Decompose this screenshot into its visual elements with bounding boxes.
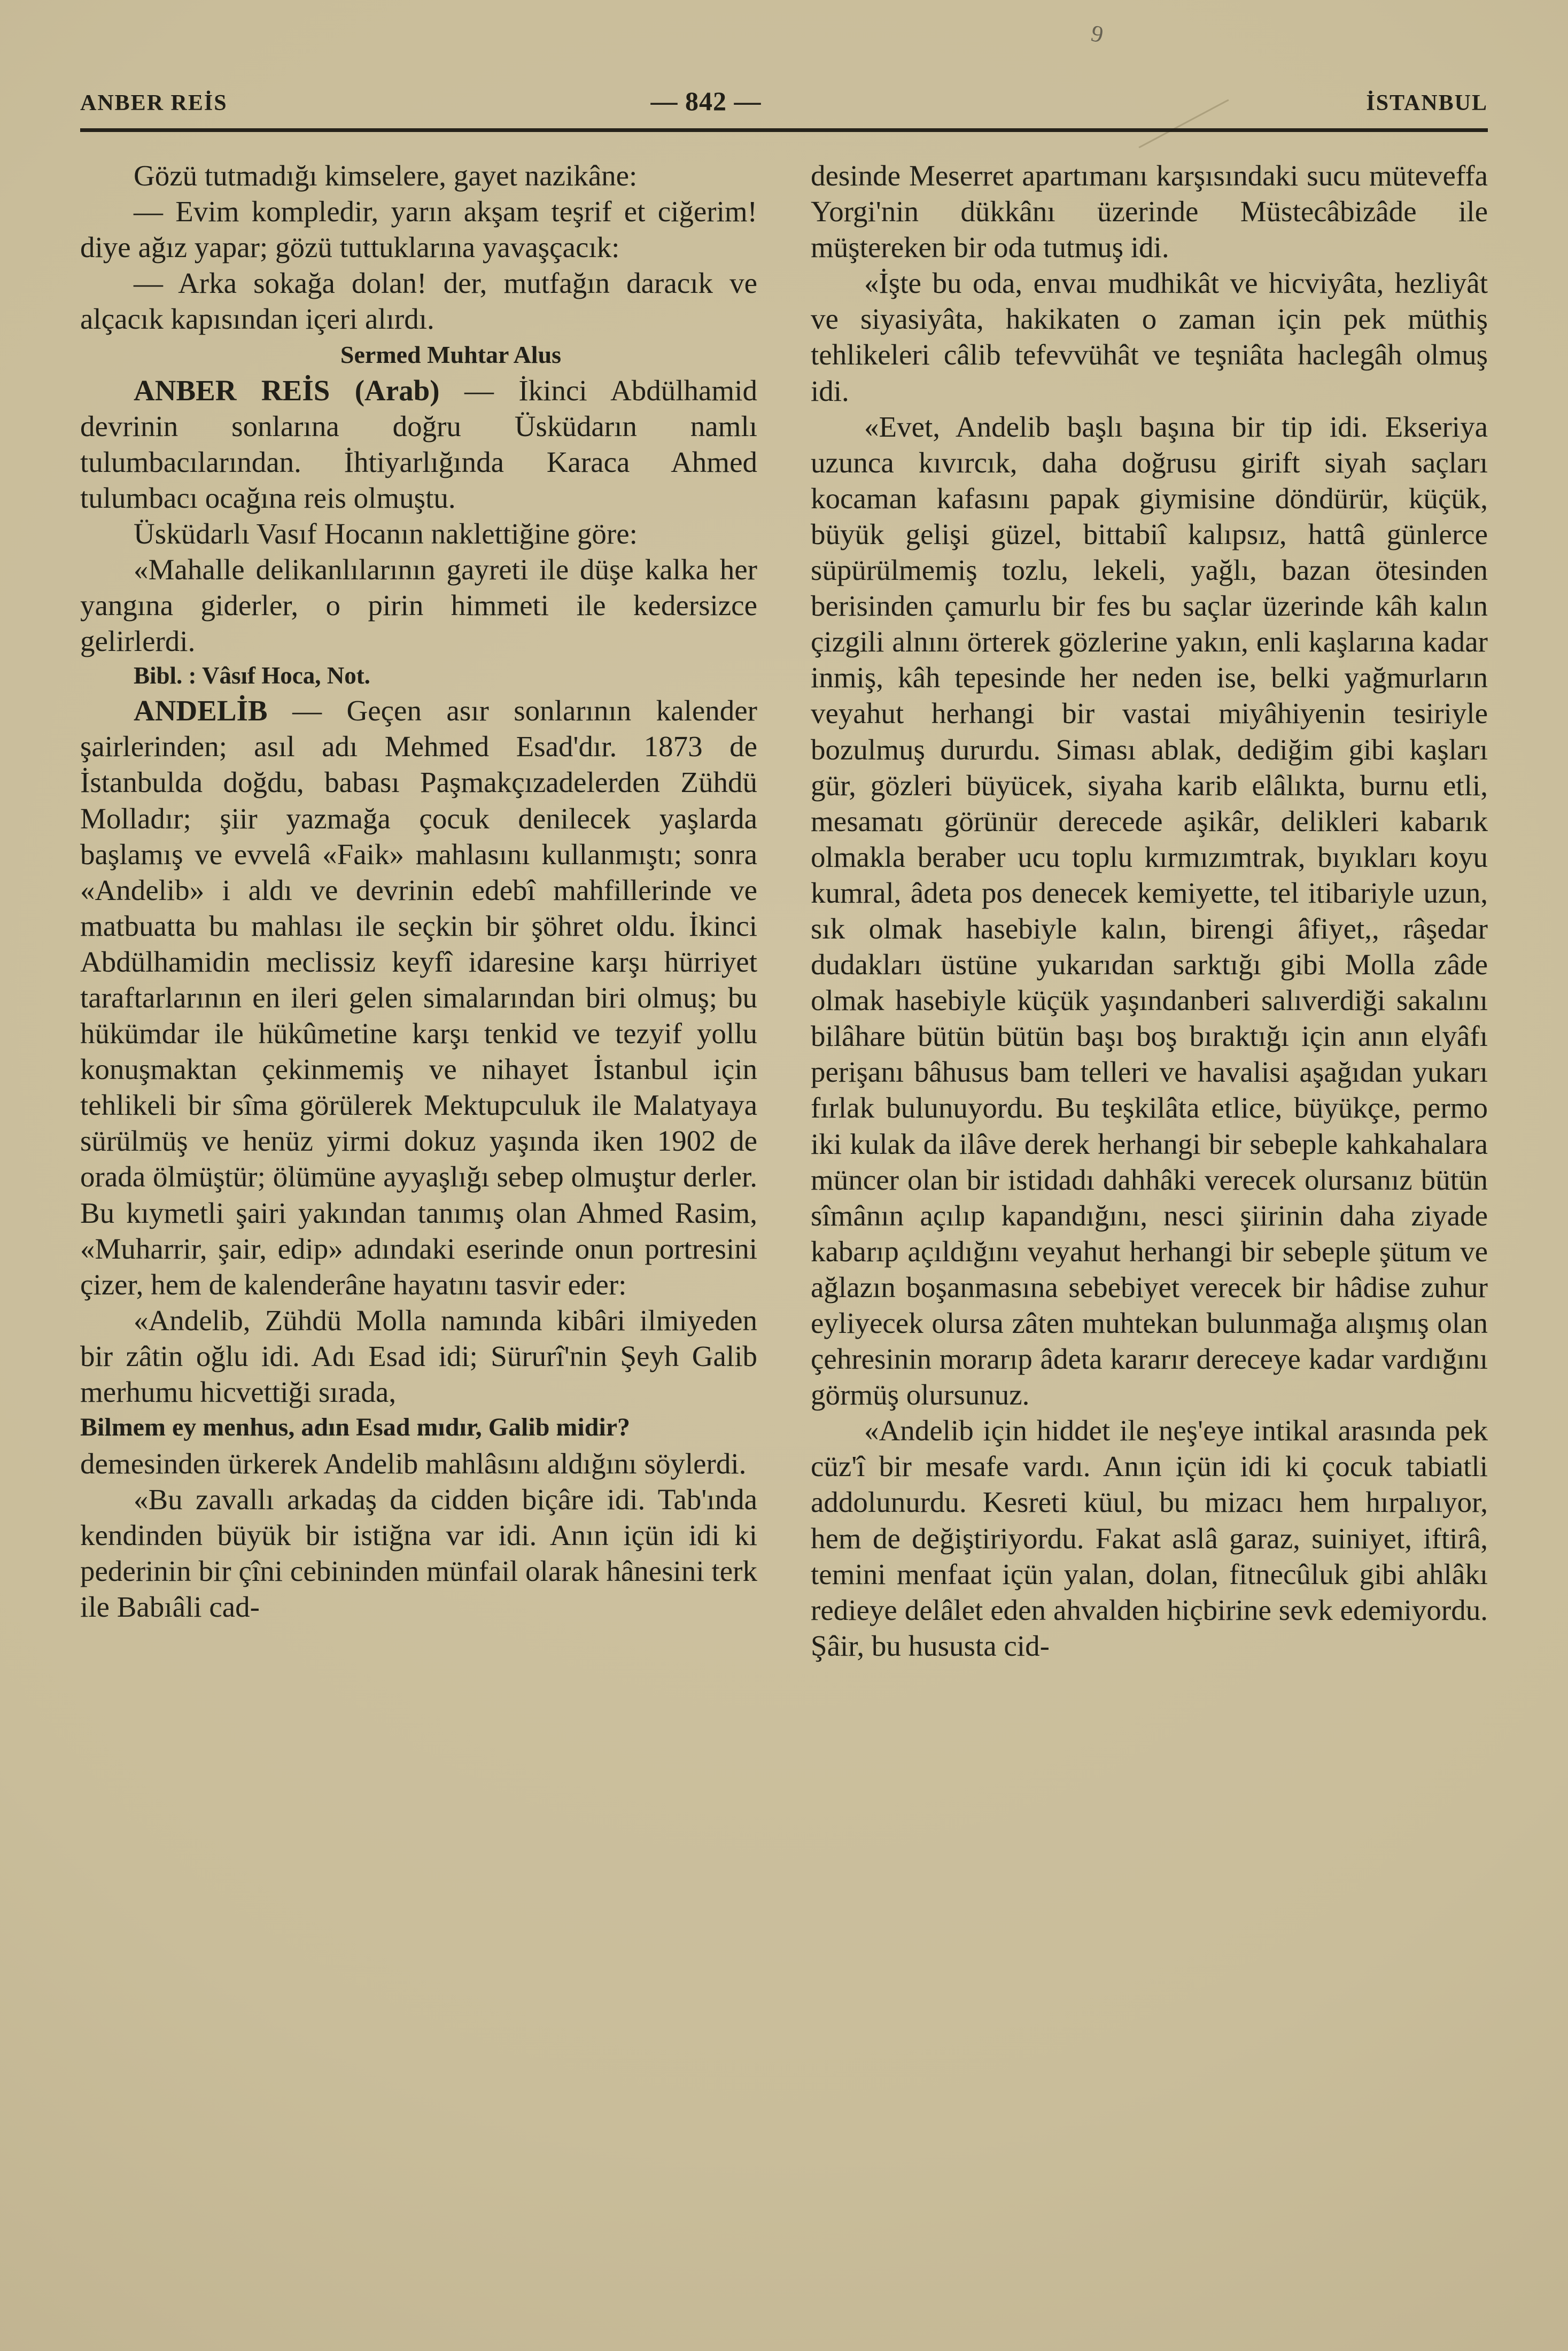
paragraph: «Bu zavallı arkadaş da cidden biçâre idi. Tab'ında kendinden büyük bir istiğna var idi. Anın içün idi ki pederinin bir çîni cebininden münfail olarak hânesini terk ile Babıâli cad- bbox=[80, 1483, 757, 1624]
paragraph: «Andelib için hiddet ile neş'eye intikal arasında pek cüz'î bir mesafe vardı. Anın içün idi ki çocuk tabiatli addolunurdu. Kesreti küul, bu mizacı hem hırpalıyor, hem de değiştiriyordu. Fakat aslâ garaz, suiniyet, iftirâ, temini menfaat içün yalan, dolan, fitnecûluk gibi ahlâkı redieye delâlet eden ahvalden hiçbirine sevk edemiyordu. Şâir, bu hususta cid- bbox=[811, 1414, 1488, 1662]
entry-headword: ANDELİB bbox=[134, 694, 268, 727]
paragraph: Sermed Muhtar Alus bbox=[340, 341, 562, 369]
paragraph: «Mahalle delikanlılarının gayreti ile düşe kalka her yangına giderler, o pirin himmeti ile kedersizce gelirlerdi. bbox=[80, 553, 757, 658]
page-number: — 842 — bbox=[650, 86, 762, 116]
paragraph: — Arka sokağa dolan! der, mutfağın daracık ve alçacık kapısından içeri alırdı. bbox=[80, 267, 757, 336]
paragraph: Bilmem ey menhus, adın Esad mıdır, Galib midir? bbox=[80, 1413, 631, 1442]
paragraph: «Andelib, Zühdü Molla namında kibâri ilmiyeden bir zâtin oğlu idi. Adı Esad idi; Sürurî'nin Şeyh Galib merhumu hicvettiği sırada, bbox=[80, 1303, 757, 1408]
page-header bbox=[80, 86, 1488, 117]
paragraph: «Evet, Andelib başlı başına bir tip idi. Ekseriya uzunca kıvırcık, daha doğrusu girift siyah saçları kocaman kafasını papak giymisine döndürür, küçük, büyük gelişi güzel, bittabiî kalıpsız, hattâ günlerce süpürülmemiş tozlu, lekeli, yağlı, bazan ötesinden berisinden çamurlu bir fes bu saçlar üzerinde kâh kalın çizgili alnını örterek gözlerine yakın, enli kaşlarına kadar inmiş, kâh tepesinde her neden ise, belki yağmurların veyahut herhangi bir vastai miyâhiyenin tesiriyle bozulmuş dururdu. Siması ablak, dediğim gibi kaşları gür, gözleri büyücek, siyaha karib elâlıkta, burnu etli, mesamatı görünür derecede aşikâr, delikleri kabarık olmakla beraber ucu toplu kırmızımtrak, bıyıkları koyu kumral, âdeta pos denecek kemiyette, tel itibariyle uzun, sık olmak hasebiyle kalın, birengi âfiyet,, râşedar dudakları üstüne yukarıdan sarktığı gibi Molla zâde olmak hasebiyle küçük yaşındanberi salıverdiği sakalını bilâhare bütün bütün başı boş bıraktığı için anın elyâfı perişanı bâhusus bam telleri ve havalisi aşağıdan yukarı fırlak bulunuyordu. Bu teşkilâta etlice, büyükçe, permo iki kulak da ilâve derek herhangi bir sebeple kahkahalara müncer olan bir istidadı dahhâki verecek olursanız bütün sîmânın açılıp kapandığını, nesci şiirinin daha ziyade kabarıp açıldığını veyahut herhangi bir sebeple şütum ve ağlazın boşanmasına sebebiyet verecek bir hâdise zuhur eyliyecek olursa zâten muhtekan bulunmağa alışmış olan çehresinin morarıp âdeta kararır dereceye kadar vardığını görmüş olursunuz. bbox=[811, 410, 1488, 1411]
header-rule bbox=[80, 128, 1488, 132]
entry-headword: ANBER REİS (Arab) bbox=[134, 374, 440, 407]
ink-speck: 9 bbox=[1089, 20, 1106, 48]
paragraph: Üsküdarlı Vasıf Hocanın naklettiğine göre: bbox=[134, 517, 638, 550]
paragraph: ANDELİB — Geçen asır sonlarının kalender şairlerinden; asıl adı Mehmed Esad'dır. 1873 de İstanbulda doğdu, babası Paşmakçızadelerden Zühdü Molladır; şiir yazmağa çocuk denilecek yaşlarda başlamış ve evvelâ «Faik» mahlasını kullanmıştı; sonra «Andelib» i aldı ve devrinin edebî mahfillerinde ve matbuatta bu mahlası ile seçkin bir şöhret oldu. İkinci Abdülhamidin meclissiz keyfî idaresine karşı hürriyet taraftarlarının en ileri gelen simalarından biri olmuş; bu hükümdar ile hükûmetine karşı tenkid ve tezyif yollu konuşmaktan çekinmemiş ve nihayet İstanbul için tehlikeli bir sîma görülerek Mektupculuk ile Malatyaya sürülmüş ve henüz yirmi dokuz yaşında iken 1902 de orada ölmüştür; ölümüne ayyaşlığı sebep olmuştur derler. Bu kıymetli şairi yakından tanımış olan Ahmed Rasim, «Muharrir, şair, edip» adındaki eserinde onun portresini çizer, hem de kalenderâne hayatını tasvir eder: bbox=[80, 694, 757, 1301]
running-title-left: ANBER REİS bbox=[80, 91, 228, 115]
paragraph: ANBER REİS (Arab) — İkinci Abdülhamid devrinin sonlarına doğru Üsküdarın namlı tulumbacılarından. İhtiyarlığında Karaca Ahmed tulumbacı ocağına reis olmuştu. bbox=[80, 374, 757, 514]
paragraph: demesinden ürkerek Andelib mahlâsını aldığını söylerdi. bbox=[80, 1447, 747, 1480]
paragraph: Gözü tutmadığı kimselere, gayet nazikâne: bbox=[134, 159, 638, 192]
paragraph: desinde Meserret apartımanı karşısındaki sucu müteveffa Yorgi'nin dükkânı üzerinde Müstecâbizâde ile müştereken bir oda tutmuş idi. bbox=[811, 159, 1488, 264]
running-title-right: İSTANBUL bbox=[1366, 91, 1488, 115]
paragraph: «İşte bu oda, envaı mudhikât ve hicviyâta, hezliyât ve siyasiyâta, hakikaten o zaman için pek müthiş tehlikeleri câlib tefevvühât ve teşniâta haclegâh olmuş idi. bbox=[811, 267, 1488, 407]
column-left bbox=[80, 158, 757, 1664]
paragraph: Bibl. : Vâsıf Hoca, Not. bbox=[134, 662, 370, 689]
text-columns bbox=[80, 158, 1488, 1664]
paragraph: — Evim kompledir, yarın akşam teşrif et ciğerim! diye ağız yapar; gözü tuttuklarına yavaşçacık: bbox=[80, 195, 757, 264]
column-right bbox=[811, 158, 1488, 1664]
